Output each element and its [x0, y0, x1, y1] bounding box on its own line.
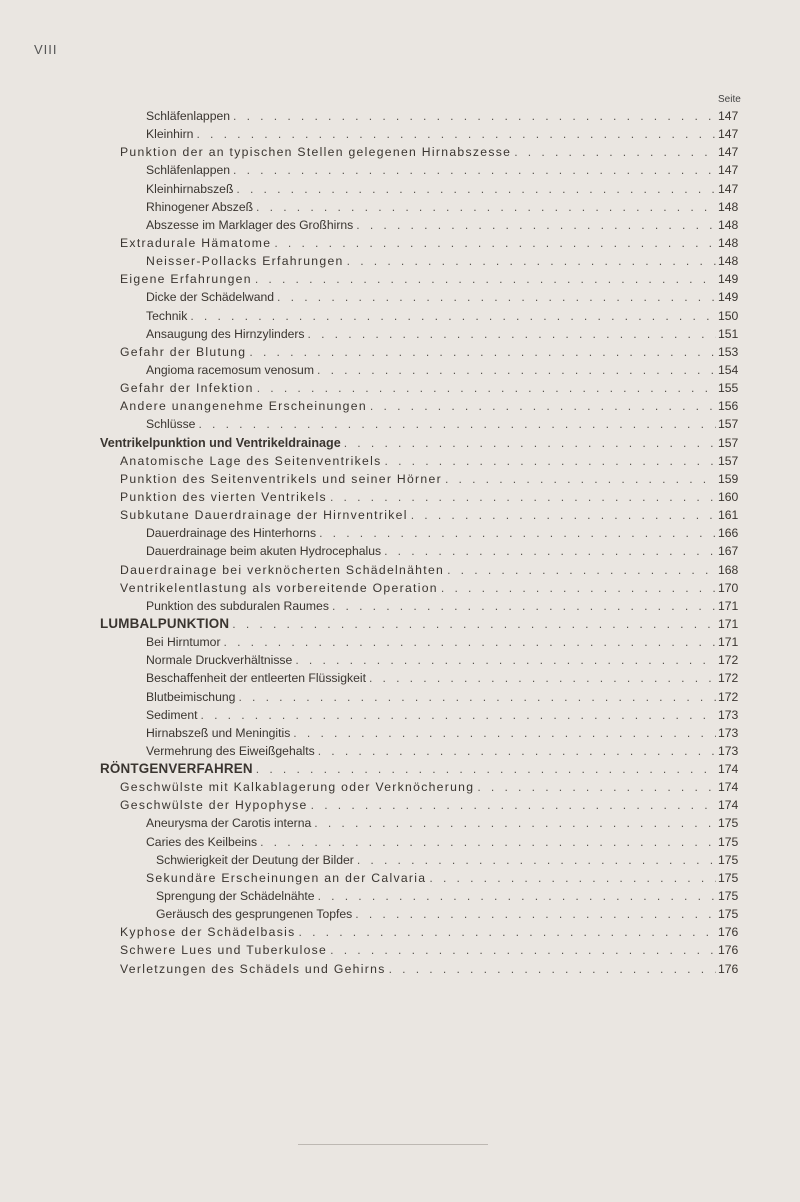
toc-entry-page: 148	[716, 198, 740, 216]
toc-entry-title: Eigene Erfahrungen	[120, 270, 255, 288]
toc-entry-title: Sediment	[146, 706, 201, 724]
toc-entry-title: Extradurale Hämatome	[120, 234, 274, 252]
toc-entry-page: 147	[716, 107, 740, 125]
toc-section-heading: RÖNTGENVERFAHREN	[100, 760, 256, 778]
toc-entry-page: 171	[716, 615, 740, 633]
toc-entry-title: Ansaugung des Hirnzylinders	[146, 325, 308, 343]
toc-entry-title: Blutbeimischung	[146, 688, 238, 706]
toc-entry-title: Rhinogener Abszeß	[146, 198, 256, 216]
toc-entry-title: Normale Druckverhältnisse	[146, 651, 295, 669]
toc-entry-title: Punktion des vierten Ventrikels	[120, 488, 330, 506]
toc-section-heading: Ventrikelpunktion und Ventrikeldrainage	[100, 434, 344, 452]
toc-entry-title: Dauerdrainage des Hinterhorns	[146, 524, 319, 542]
toc-entry-page: 172	[716, 669, 740, 687]
toc-entry-page: 173	[716, 742, 740, 760]
toc-entry-page: 147	[716, 161, 740, 179]
page-number: VIII	[34, 42, 58, 57]
toc-entry-title: Gefahr der Blutung	[120, 343, 249, 361]
toc-entry-title: Vermehrung des Eiweißgehalts	[146, 742, 318, 760]
toc-entry-title: Kyphose der Schädelbasis	[120, 923, 299, 941]
toc-entry-title: Schläfenlappen	[146, 161, 233, 179]
toc-entry-page: 176	[716, 960, 740, 978]
toc-entry-title: Subkutane Dauerdrainage der Hirnventrikel	[120, 506, 411, 524]
toc-entry-page: 175	[716, 887, 740, 905]
toc-entry-page: 175	[716, 869, 740, 887]
toc-entry-page: 170	[716, 579, 740, 597]
end-divider	[298, 1144, 488, 1145]
toc-entry-page: 175	[716, 833, 740, 851]
toc-entry-title: Aneurysma der Carotis interna	[146, 814, 314, 832]
toc-entry-title: Technik	[146, 307, 190, 325]
toc-entry-page: 175	[716, 851, 740, 869]
toc-entry-title: Verletzungen des Schädels und Gehirns	[120, 960, 389, 978]
toc-entry-title: Schwierigkeit der Deutung der Bilder	[156, 851, 357, 869]
toc-entry-title: Gefahr der Infektion	[120, 379, 257, 397]
toc-entry-page: 147	[716, 180, 740, 198]
page-column-header: Seite	[718, 94, 741, 105]
toc-entry-title: Beschaffenheit der entleerten Flüssigkeit	[146, 669, 369, 687]
toc-entry-page: 175	[716, 905, 740, 923]
toc-entry-page: 160	[716, 488, 740, 506]
toc-entry-page: 171	[716, 597, 740, 615]
toc-entry-page: 161	[716, 506, 740, 524]
toc-entry-title: Schlüsse	[146, 415, 198, 433]
toc-entry-title: Abszesse im Marklager des Großhirns	[146, 216, 356, 234]
toc-entry-title: Punktion der an typischen Stellen gelegenen Hirnabszesse	[120, 143, 514, 161]
toc-entry-page: 176	[716, 923, 740, 941]
toc-entry-page: 157	[716, 415, 740, 433]
toc-entry-page: 150	[716, 307, 740, 325]
toc-entry-page: 159	[716, 470, 740, 488]
toc-entry-title: Geschwülste mit Kalkablagerung oder Verknöcherung	[120, 778, 477, 796]
toc-entry-title: Sekundäre Erscheinungen an der Calvaria	[146, 869, 429, 887]
toc-entry-page: 174	[716, 778, 740, 796]
toc-entry-title: Punktion des subduralen Raumes	[146, 597, 332, 615]
toc-section-heading: LUMBALPUNKTION	[100, 615, 232, 633]
toc-entry-title: Dauerdrainage beim akuten Hydrocephalus	[146, 542, 384, 560]
toc-entry-title: Neisser-Pollacks Erfahrungen	[146, 252, 347, 270]
toc-entry-page: 148	[716, 234, 740, 252]
toc-entry-title: Sprengung der Schädelnähte	[156, 887, 318, 905]
toc-entry-page: 166	[716, 524, 740, 542]
toc-entry-title: Punktion des Seitenventrikels und seiner Hörner	[120, 470, 445, 488]
toc-entry-title: Kleinhirn	[146, 125, 196, 143]
toc-entry-title: Anatomische Lage des Seitenventrikels	[120, 452, 385, 470]
toc-entry-page: 147	[716, 125, 740, 143]
toc-entry-page: 157	[716, 434, 740, 452]
toc-entry-page: 172	[716, 651, 740, 669]
toc-entry-page: 167	[716, 542, 740, 560]
toc-entry-page: 147	[716, 143, 740, 161]
toc-entry-page: 174	[716, 796, 740, 814]
toc-entry-page: 149	[716, 270, 740, 288]
toc-entry-page: 173	[716, 706, 740, 724]
toc-entry-title: Kleinhirnabszeß	[146, 180, 236, 198]
toc-entry-page: 156	[716, 397, 740, 415]
toc-entry-title: Bei Hirntumor	[146, 633, 224, 651]
toc-entry-title: Dicke der Schädelwand	[146, 288, 277, 306]
toc-entry-page: 153	[716, 343, 740, 361]
toc-entry-page: 148	[716, 252, 740, 270]
toc-entry-title: Ventrikelentlastung als vorbereitende Operation	[120, 579, 441, 597]
toc-entry-page: 157	[716, 452, 740, 470]
toc-entry-title: Geschwülste der Hypophyse	[120, 796, 311, 814]
toc-entry-page: 154	[716, 361, 740, 379]
toc-entry-page: 172	[716, 688, 740, 706]
toc-entry-title: Schläfenlappen	[146, 107, 233, 125]
toc-entry-title: Schwere Lues und Tuberkulose	[120, 941, 330, 959]
toc-entry-title: Andere unangenehme Erscheinungen	[120, 397, 370, 415]
toc-entry-title: Hirnabszeß und Meningitis	[146, 724, 293, 742]
toc-entry-page: 174	[716, 760, 740, 778]
toc-entry-page: 148	[716, 216, 740, 234]
table-of-contents	[100, 107, 740, 978]
toc-entry-page: 149	[716, 288, 740, 306]
toc-entry-title: Dauerdrainage bei verknöcherten Schädelnähten	[120, 561, 447, 579]
toc-entry-page: 175	[716, 814, 740, 832]
toc-entry-page: 176	[716, 941, 740, 959]
toc-entry-title: Angioma racemosum venosum	[146, 361, 317, 379]
toc-entry-page: 173	[716, 724, 740, 742]
toc-entry-page: 151	[716, 325, 740, 343]
toc-entry-page: 168	[716, 561, 740, 579]
toc-entry-title: Geräusch des gesprungenen Topfes	[156, 905, 355, 923]
toc-entry-page: 155	[716, 379, 740, 397]
toc-entry-page: 171	[716, 633, 740, 651]
toc-entry-title: Caries des Keilbeins	[146, 833, 260, 851]
